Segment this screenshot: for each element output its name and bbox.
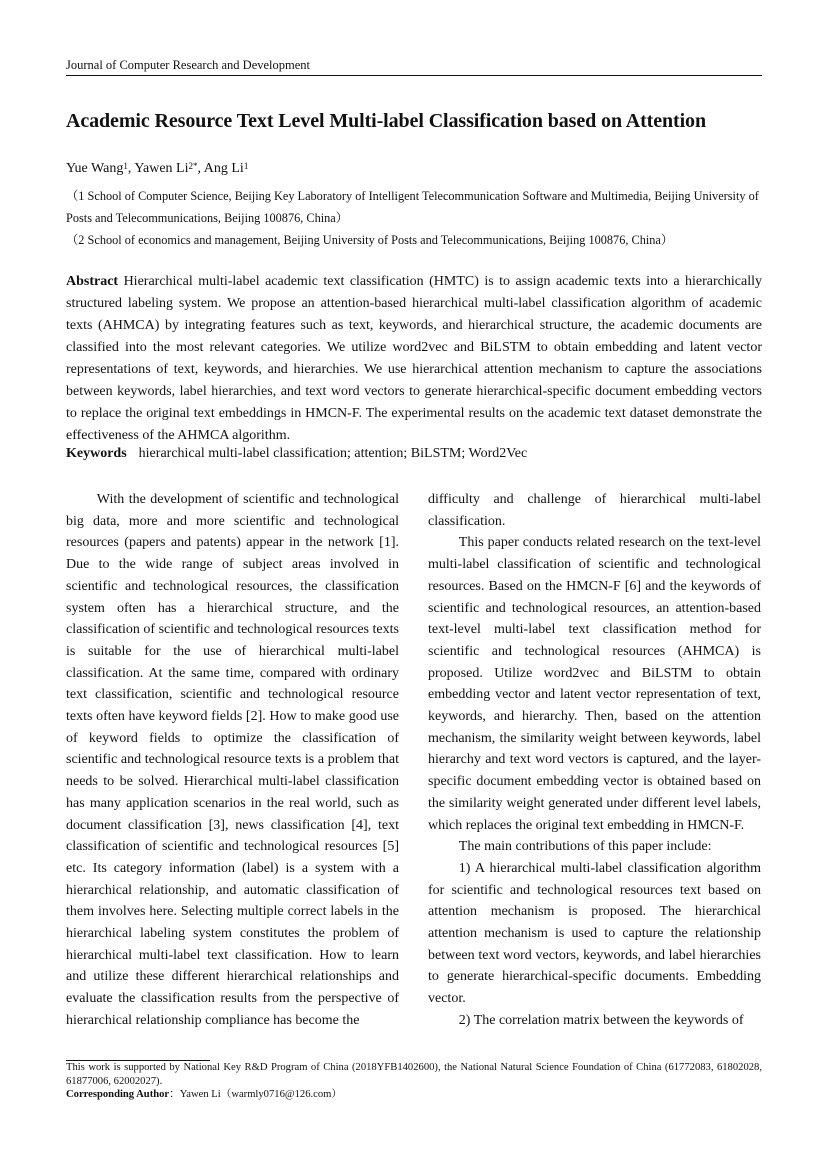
author-separator: , [127, 161, 135, 176]
author-name: Yawen Li [134, 161, 189, 176]
abstract-text: Hierarchical multi-label academic text classification (HMTC) is to assign academic texts into a hierarchically structured labeling system. We propose an attention-based hierarchical multi-label classification algorithm of academic texts (AHMCA) by integrating features such as text, keywords, and hierarchical structure, the academic documents are classified into the most relevant categories. We utilize word2vec and BiLSTM to obtain embedding and latent vector representations of text, keywords, and hierarchies. We use hierarchical attention mechanism to capture the associations between keywords, label hierarchies, and text word vectors to generate hierarchical-specific document embedding vectors to replace the original text embeddings in HMCN-F. The experimental results on the academic text dataset demonstrate the effectiveness of the AHMCA algorithm. [66, 274, 762, 443]
affiliation-2: （2 School of economics and management, Beijing University of Posts and Telecommunications, Beijing 100876, China） [66, 233, 674, 247]
corresponding-author-label: Corresponding Author [66, 1089, 170, 1100]
paragraph: This paper conducts related research on the text-level multi-label classification of scientific and technological resources. Based on the HMCN-F [6] and the keywords of scientific and technological resources, an attention-based text-level multi-label text classification method for scientific and technological resources (AHMCA) is proposed. Utilize word2vec and BiLSTM to obtain embedding vector and latent vector representation of text, keywords, and hierarchy. Then, based on the attention mechanism, the similarity weight between keywords, label hierarchy and text word vectors is captured, and the layer-specific document embedding vector is obtained based on the similarity weight generated under different level labels, which replaces the original text embedding in HMCN-F. [428, 535, 761, 833]
keywords-text: hierarchical multi-label classification; attention; BiLSTM; Word2Vec [138, 446, 528, 461]
funding-note: This work is supported by National Key R&D Program of China (2018YFB1402600), the National Natural Science Foundation of China (61772083, 61802028, 61877006, 62002027). [66, 1062, 762, 1087]
contribution-item: 1) A hierarchical multi-label classification algorithm for scientific and technological resources text based on attention mechanism is proposed. The hierarchical attention mechanism is used to capture the relationship between text word vectors, keywords, and label hierarchies to generate hierarchical-specific documents. Embedding vector. [428, 860, 761, 1007]
paper-title: Academic Resource Text Level Multi-label Classification based on Attention [66, 110, 706, 132]
paragraph: The main contributions of this paper include: [458, 839, 712, 855]
author-affil-marker: 2* [188, 161, 198, 171]
footnote [66, 1061, 762, 1102]
corresponding-author [66, 1088, 762, 1102]
keywords [66, 443, 762, 465]
author-list [66, 160, 248, 178]
author-affil-marker: 1 [123, 161, 128, 171]
label-separator: ： [169, 1089, 180, 1100]
author-name: Ang Li [203, 161, 244, 176]
contribution-item: 2) The correlation matrix between the keywords of [458, 1012, 744, 1028]
body-column-right [428, 489, 761, 1032]
author-separator: , [197, 161, 204, 176]
abstract [66, 271, 762, 447]
paragraph: With the development of scientific and technological big data, more and more scientific and technological resources (papers and patents) appear in the network [1]. Due to the wide range of subject areas involved in scientific and technological resources, the classification system often has a hierarchical structure, and the classification of scientific and technological resources texts is suitable for the use of hierarchical multi-label classification. At the same time, compared with ordinary text classification, scientific and technological resource texts often have keyword fields [2]. How to make good use of keyword fields to optimize the classification of scientific and technological resource texts is a problem that needs to be solved. Hierarchical multi-label classification has many application scenarios in the real world, such as document classification [3], news classification [4], text classification of scientific and technological resources [5] etc. Its category information (label) is a system with a hierarchical relationship, and automatic classification of them involves here. Selecting multiple correct labels in the hierarchical labeling system constitutes the problem of hierarchical multi-label text classification. How to learn and utilize these different hierarchical relationships and evaluate the classification results from the perspective of hierarchical relationship compliance has become the [66, 492, 399, 1028]
paragraph-continuation: difficulty and challenge of hierarchical multi-label classification. [428, 492, 761, 529]
affiliation-1: （1 School of Computer Science, Beijing Key Laboratory of Intelligent Telecommunication Software and Multimedia, Beijing University of Posts and Telecommunications, Beijing 100876, China） [66, 189, 759, 225]
keywords-label: Keywords [66, 446, 127, 461]
journal-header: Journal of Computer Research and Development [66, 58, 762, 76]
body-column-left [66, 489, 399, 1032]
author-affil-marker: 1 [243, 161, 249, 171]
author-name: Yue Wang [66, 161, 124, 176]
corresponding-author-contact: Yawen Li（warmly0716@126.com） [179, 1089, 342, 1100]
abstract-label: Abstract [66, 274, 119, 289]
